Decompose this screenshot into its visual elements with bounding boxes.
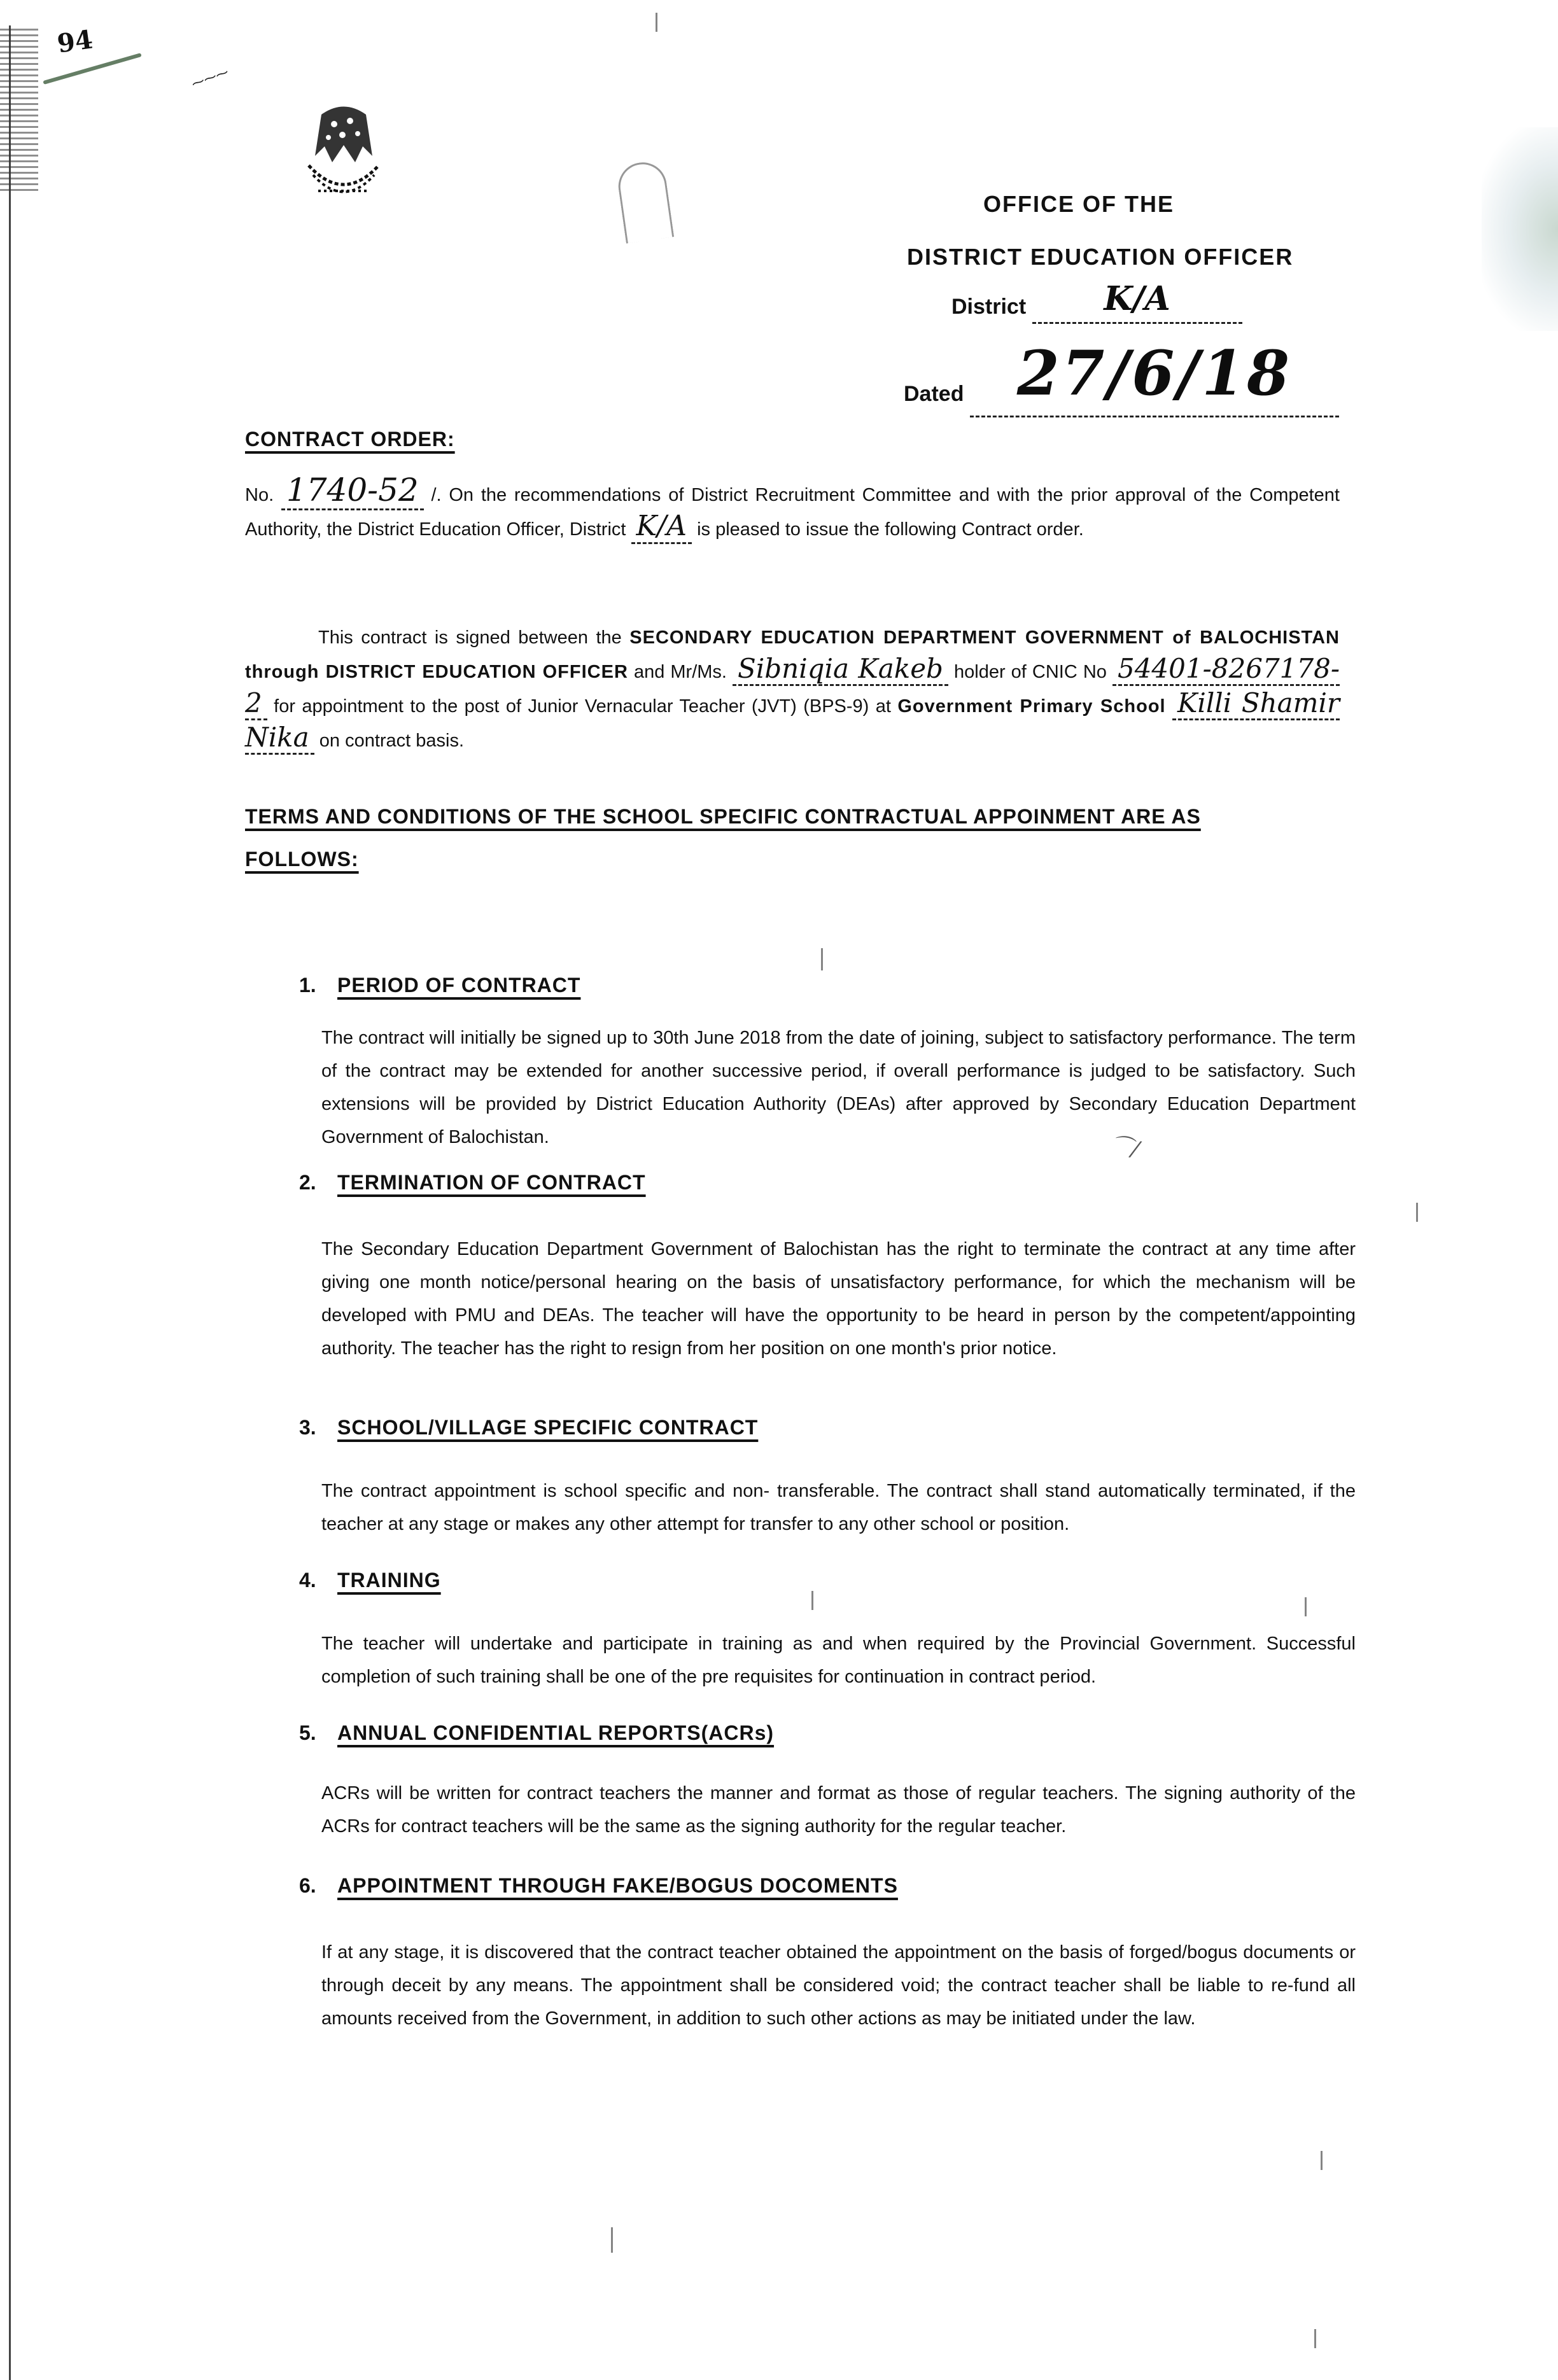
- scan-speck: [1314, 2329, 1316, 2348]
- dated-label: Dated: [904, 382, 964, 406]
- clause-title: SCHOOL/VILLAGE SPECIFIC CONTRACT: [337, 1416, 759, 1439]
- corner-file-number: 94: [55, 24, 95, 59]
- date-handwritten: 27/6/18: [1016, 337, 1292, 409]
- clause-body: The Secondary Education Department Government of Balochistan has the right to terminate the contract at any time after giving one month notice/personal hearing on the basis of unsatisfactory performance, for which the mechanism will be developed with PMU and DEAs. The teacher will have the opportunity to be heard in person by the competent/appointing authority. The teacher has the right to resign from her position on one month's prior notice.: [321, 1239, 1356, 1359]
- clause-school-specific: 3. SCHOOL/VILLAGE SPECIFIC CONTRACT The contract appointment is school specific and non- transferable. The contract shall stand automatically terminated, if the teacher at any stage or makes any other attempt for transfer to any other school or position.: [299, 1416, 1356, 1541]
- order-text-2: is pleased to issue the following Contract order.: [697, 519, 1084, 540]
- order-no-label: No.: [245, 485, 274, 505]
- district-blank: [1032, 279, 1242, 324]
- parties-paragraph: [245, 620, 1340, 758]
- clause-fake-documents: 6. APPOINTMENT THROUGH FAKE/BOGUS DOCOMENTS If at any stage, it is discovered that the contract teacher obtained the appointment on the basis of forged/bogus documents or through deceit by any means. The appointment shall be considered void; the contract teacher shall be liable to re-fund all amounts received from the Government, in addition to such other actions as may be initiated under the law.: [299, 1874, 1356, 2035]
- margin-stamp-mark: [0, 25, 38, 191]
- parties-text-4: for appointment to the post of Junior Vernacular Teacher (JVT) (BPS-9) at: [274, 696, 891, 717]
- contract-order-heading: CONTRACT ORDER:: [245, 428, 455, 451]
- scan-speck: [1321, 2151, 1323, 2170]
- contract-order-paragraph: [245, 474, 1340, 547]
- government-emblem-icon: [286, 95, 401, 210]
- scan-speck: [656, 13, 657, 32]
- clause-body: If at any stage, it is discovered that the contract teacher obtained the appointment on the basis of forged/bogus documents or through deceit by any means. The appointment shall be considered void; the contract teacher shall be liable to re-fund all amounts received from the Government, in addition to such other actions as may be initiated under the law.: [321, 1942, 1356, 2029]
- parties-text-1: This contract is signed between the: [318, 627, 622, 648]
- parties-text-3: holder of CNIC No: [954, 662, 1107, 682]
- scan-shadow: [1482, 127, 1558, 331]
- order-district-handwritten: K/A: [631, 510, 692, 544]
- scan-speck: [611, 2227, 613, 2253]
- clause-training: 4. TRAINING The teacher will undertake and participate in training as and when required by the Provincial Government. Successful completion of such training shall be one of the pre requisites for continuation in contract period.: [299, 1569, 1356, 1693]
- scan-speck: [1305, 1597, 1307, 1616]
- order-number-handwritten: 1740-52: [281, 472, 424, 510]
- parties-bold-2: Government Primary School: [897, 696, 1166, 717]
- clause-title: TERMINATION OF CONTRACT: [337, 1171, 646, 1194]
- school-name-handwritten: Killi Shamir Nika: [245, 687, 1340, 755]
- clause-acrs: 5. ANNUAL CONFIDENTIAL REPORTS(ACRs) ACRs will be written for contract teachers the manner and format as those of regular teachers. The signing authority of the ACRs for contract teachers will be the same as the signing authority for the regular teacher.: [299, 1721, 1356, 1843]
- clause-title: PERIOD OF CONTRACT: [337, 974, 581, 997]
- date-field: [904, 337, 1339, 417]
- terms-heading: TERMS AND CONDITIONS OF THE SCHOOL SPECIFIC CONTRACTUAL APPOINMENT ARE AS FOLLOWS:: [245, 805, 1201, 871]
- margin-scribble: ⁓⁓⁓: [190, 65, 231, 92]
- date-blank: [970, 337, 1339, 417]
- district-handwritten: K/A: [1104, 279, 1170, 318]
- teacher-name-handwritten: Sibniqia Kakeb: [733, 653, 948, 686]
- scan-speck: [1416, 1203, 1418, 1222]
- parties-bold-1: SECONDARY EDUCATION DEPARTMENT GOVERNMENT of BALOCHISTAN through DISTRICT EDUCATION OFFICER: [245, 627, 1340, 682]
- clause-title: TRAINING: [337, 1569, 441, 1592]
- officer-title: DISTRICT EDUCATION OFFICER: [907, 244, 1294, 270]
- office-title: OFFICE OF THE: [983, 191, 1174, 217]
- parties-text-5: on contract basis.: [319, 731, 465, 751]
- order-text-1: /. On the recommendations of District Recruitment Committee and with the prior approval of the Competent Authority, the District Education Officer, District: [245, 485, 1340, 540]
- clause-termination: 2. TERMINATION OF CONTRACT The Secondary Education Department Government of Balochistan has the right to terminate the contract at any time after giving one month notice/personal hearing on the basis of unsatisfactory performance, for which the mechanism will be developed with PMU and DEAs. The teacher will have the opportunity to be heard in person by the competent/appointing authority. The teacher has the right to resign from her position on one month's prior notice.: [299, 1171, 1356, 1365]
- scan-edge-line: [9, 25, 11, 2380]
- clause-body: The teacher will undertake and participate in training as and when required by the Provincial Government. Successful completion of such training shall be one of the pre requisites for continuation in contract period.: [321, 1634, 1356, 1687]
- clause-period-of-contract: 1. PERIOD OF CONTRACT The contract will initially be signed up to 30th June 2018 from the date of joining, subject to satisfactory performance. The term of the contract may be extended for another successive period, if overall performance is judged to be satisfactory. Such extensions will be provided by District Education Authority (DEAs) after approved by Secondary Education Department Government of Balochistan.: [299, 974, 1356, 1154]
- pen-mark: [615, 159, 674, 243]
- margin-signature-stroke: [43, 53, 141, 85]
- clause-body: ACRs will be written for contract teachers the manner and format as those of regular teachers. The signing authority of the ACRs for contract teachers will be the same as the signing authority for the regular teacher.: [321, 1783, 1356, 1837]
- scan-speck: [811, 1591, 813, 1610]
- district-field: [951, 279, 1242, 324]
- clause-title: ANNUAL CONFIDENTIAL REPORTS(ACRs): [337, 1721, 775, 1744]
- clause-body: The contract appointment is school specific and non- transferable. The contract shall stand automatically terminated, if the teacher at any stage or makes any other attempt for transfer to any other school or position.: [321, 1481, 1356, 1534]
- clause-title: APPOINTMENT THROUGH FAKE/BOGUS DOCOMENTS: [337, 1874, 898, 1897]
- parties-text-2: and Mr/Ms.: [633, 662, 727, 682]
- district-label: District: [951, 295, 1027, 319]
- scan-speck: [821, 948, 823, 970]
- clause-body: The contract will initially be signed up to 30th June 2018 from the date of joining, subject to satisfactory performance. The term of the contract may be extended for another successive period, if overall performance is judged to be satisfactory. Such extensions will be provided by District Education Authority (DEAs) after approved by Secondary Education Department Government of Balochistan.: [321, 1028, 1356, 1147]
- cnic-handwritten: 54401-8267178-2: [245, 653, 1340, 720]
- handwritten-initials: ⌒∕: [1108, 1132, 1141, 1163]
